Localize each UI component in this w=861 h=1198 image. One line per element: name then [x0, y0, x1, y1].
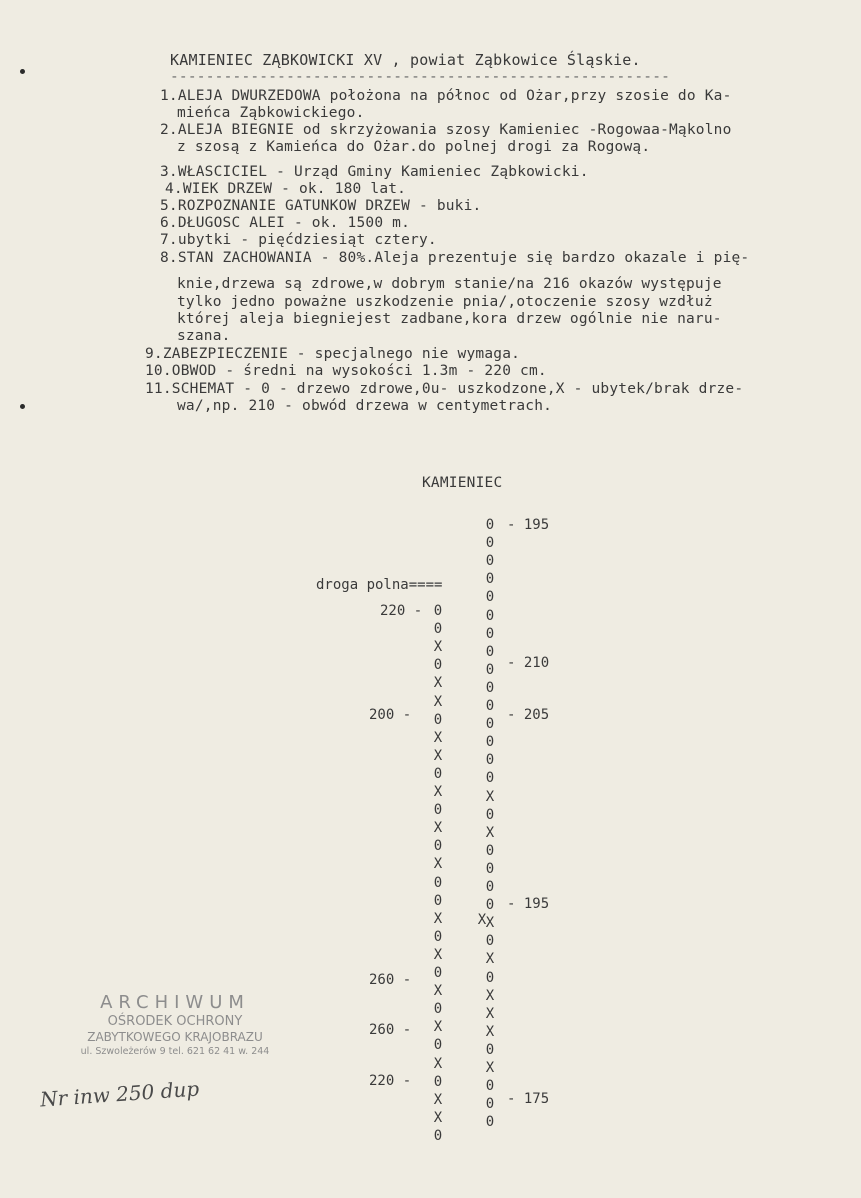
tree-marker-left: 0 [433, 838, 443, 855]
tree-marker-right: 0 [485, 752, 495, 769]
tree-marker-right: 0 [485, 517, 495, 533]
document-title: KAMIENIEC ZĄBKOWICKI XV , powiat Ząbkowice Śląskie. [170, 51, 641, 69]
tree-marker-right: 0 [485, 1078, 495, 1095]
tree-marker-right: 0 [485, 734, 495, 751]
tree-marker-right: X [485, 1005, 495, 1022]
item-line: 3.WŁASCICIEL - Urząd Gminy Kamieniec Ząbkowicki. [160, 164, 589, 180]
schema-label-l260b: 260 - [369, 1022, 412, 1038]
tree-marker-right: 0 [485, 933, 495, 950]
tree-marker-left: X [433, 1109, 443, 1126]
item-line: mieńca Ząbkowickiego. [177, 105, 365, 121]
tree-marker-right: 0 [485, 716, 495, 733]
tree-marker-right: 0 [485, 860, 495, 877]
item-line: 6.DŁUGOSC ALEI - ok. 1500 m. [160, 215, 411, 231]
tree-marker-left: 0 [433, 711, 443, 728]
schema-label-r205: - 205 [507, 707, 550, 723]
tree-marker-left: 0 [433, 603, 443, 619]
tree-marker-right: 0 [485, 535, 495, 552]
tree-marker-right: X [485, 987, 495, 1004]
tree-marker-left: X [433, 946, 443, 963]
tree-marker-right: 0 [485, 607, 495, 624]
tree-marker-left: X [433, 675, 443, 692]
tree-marker-left: 0 [433, 928, 443, 945]
item-line: której aleja biegniejest zadbane,kora drzew ogólnie nie naru- [177, 311, 722, 327]
item-line: szana. [177, 328, 231, 344]
tree-marker-left: X [433, 747, 443, 764]
item-line: 11.SCHEMAT - 0 - drzewo zdrowe,0u- uszkodzone,X - ubytek/brak drze- [145, 381, 744, 397]
tree-marker-left: 0 [433, 657, 443, 674]
stamp-line-address: ul. Szwoleżerów 9 tel. 621 62 41 w. 244 [80, 1046, 270, 1057]
item-line: 9.ZABEZPIECZENIE - specjalnego nie wymaga. [145, 346, 521, 362]
tree-marker-right: X [485, 824, 495, 841]
stamp-line-osrodek: OŚRODEK OCHRONY [107, 1014, 243, 1029]
schema-label-droga: droga polna==== [316, 577, 443, 593]
tree-marker-middle: X [477, 912, 487, 928]
tree-marker-right: 0 [485, 625, 495, 642]
tree-marker-left: 0 [433, 892, 443, 909]
tree-marker-left: X [433, 784, 443, 800]
tree-marker-left: X [433, 820, 443, 837]
tree-marker-right: 0 [485, 770, 495, 787]
schema-label-l260a: 260 - [369, 972, 412, 988]
tree-marker-left: 0 [433, 1001, 443, 1018]
tree-marker-right: X [485, 951, 495, 968]
tree-marker-right: 0 [485, 698, 495, 714]
schema-label-r175: - 175 [507, 1091, 550, 1107]
item-line: knie,drzewa są zdrowe,w dobrym stanie/na 216 okazów występuje [177, 276, 722, 292]
stamp-line-zabytkowego: ZABYTKOWEGO KRAJOBRAZU [87, 1030, 263, 1044]
tree-marker-right: 0 [485, 589, 495, 606]
title-underline: -------------------------------------------------------- [170, 69, 671, 85]
tree-marker-right: 0 [485, 897, 495, 914]
tree-marker-left: X [433, 639, 443, 656]
item-line: 1.ALEJA DWURZEDOWA położona na północ od Ożar,przy szosie do Ka- [160, 88, 732, 104]
tree-marker-right: X [485, 788, 495, 805]
tree-marker-left: X [433, 1019, 443, 1036]
tree-marker-left: X [433, 1091, 443, 1108]
tree-marker-left: X [433, 983, 443, 1000]
hole-punch-mark [20, 404, 25, 409]
item-line: 4.WIEK DRZEW - ok. 180 lat. [165, 181, 407, 197]
tree-marker-right: 0 [485, 1041, 495, 1058]
item-line: wa/,np. 210 - obwód drzewa w centymetrach. [177, 398, 553, 414]
tree-marker-right: 0 [485, 661, 495, 678]
tree-marker-left: 0 [433, 802, 443, 819]
tree-marker-right: X [485, 1060, 495, 1076]
tree-marker-right: 0 [485, 679, 495, 696]
tree-marker-right: X [485, 915, 495, 932]
schema-label-r195b: - 195 [507, 896, 550, 912]
item-line: 2.ALEJA BIEGNIE od skrzyżowania szosy Kamieniec -Rogowaa-Mąkolno [160, 122, 732, 138]
schema-label-l220a: 220 - [380, 603, 423, 619]
tree-marker-right: 0 [485, 571, 495, 588]
tree-marker-left: X [433, 693, 443, 710]
item-line: 8.STAN ZACHOWANIA - 80%.Aleja prezentuje się bardzo okazale i pię- [160, 250, 750, 266]
item-line: 5.ROZPOZNANIE GATUNKOW DRZEW - buki. [160, 198, 482, 214]
schema-label-r210: - 210 [507, 655, 550, 671]
tree-marker-right: 0 [485, 969, 495, 986]
tree-marker-right: 0 [485, 1096, 495, 1113]
tree-marker-left: X [433, 910, 443, 927]
schema-label-l220b: 220 - [369, 1073, 412, 1089]
tree-marker-left: 0 [433, 965, 443, 981]
item-line: z szosą z Kamieńca do Ożar.do polnej drogi za Rogową. [177, 139, 651, 155]
tree-marker-left: 0 [433, 1127, 443, 1144]
tree-marker-left: X [433, 856, 443, 873]
item-line: tylko jedno poważne uszkodzenie pnia/,otoczenie szosy wzdłuż [177, 294, 713, 310]
archive-stamp [60, 992, 290, 1059]
schema-label-l200: 200 - [369, 707, 412, 723]
tree-marker-left: 0 [433, 1037, 443, 1054]
item-line: 10.OBWOD - średni na wysokości 1.3m - 220 cm. [145, 363, 547, 379]
tree-marker-left: X [433, 1055, 443, 1072]
tree-marker-left: 0 [433, 621, 443, 638]
schema-label-r195a: - 195 [507, 517, 550, 533]
hole-punch-mark [20, 69, 25, 74]
tree-marker-left: 0 [433, 765, 443, 782]
tree-marker-right: 0 [485, 879, 495, 895]
tree-marker-right: X [485, 1023, 495, 1040]
tree-marker-left: X [433, 729, 443, 746]
item-line: 7.ubytki - pięćdziesiąt cztery. [160, 232, 437, 248]
stamp-line-archiwum: ARCHIWUM [100, 992, 250, 1013]
tree-marker-right: 0 [485, 1114, 495, 1131]
tree-marker-left: 0 [433, 1073, 443, 1090]
tree-marker-right: 0 [485, 643, 495, 660]
handwritten-inventory-note: Nr inw 250 dup [39, 1076, 200, 1112]
tree-marker-left: 0 [433, 874, 443, 891]
tree-marker-right: 0 [485, 806, 495, 823]
tree-marker-right: 0 [485, 842, 495, 859]
schema-heading: KAMIENIEC [422, 475, 503, 491]
tree-marker-right: 0 [485, 553, 495, 570]
